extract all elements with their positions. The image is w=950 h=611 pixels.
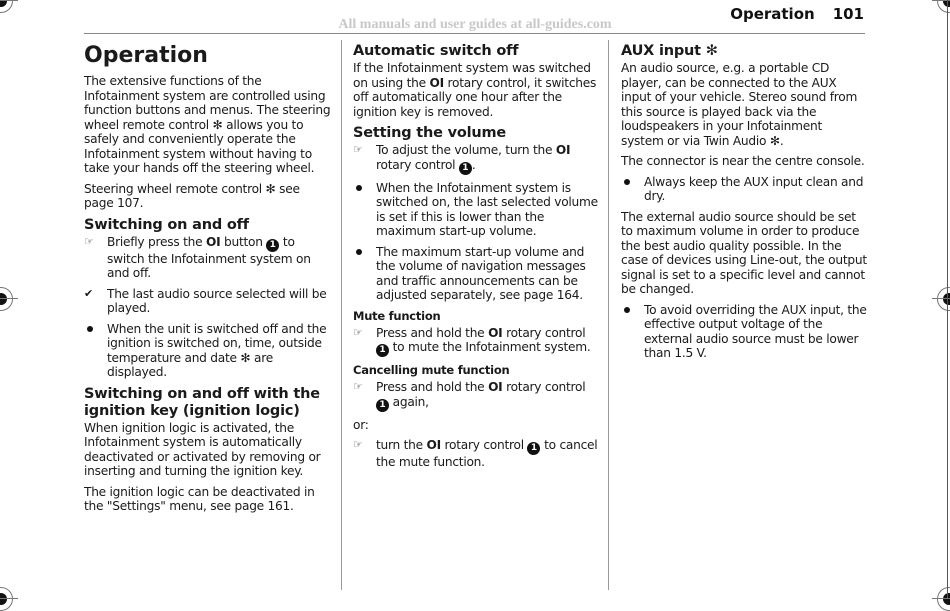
instruction-step (353, 326, 599, 358)
text: Always keep the AUX input clean and dry. (644, 174, 864, 203)
circled-number-icon: 1 (459, 162, 472, 175)
heading-automatic-switch-off: Automatic switch off (353, 43, 519, 59)
text: rotary control (502, 380, 586, 394)
ignition-paragraph: When ignition logic is activated, the Infotainment system is automatically deactivated or activated by removing or inserting and turning the ignition key. (84, 420, 321, 478)
instruction-step (353, 143, 599, 175)
text: rotary control (376, 157, 459, 172)
or-text: or: (353, 417, 369, 432)
text: Briefly press the (107, 234, 206, 249)
text: to switch the Infotainment system on and off. (107, 234, 311, 280)
registration-mark-middle-right (937, 287, 950, 311)
power-symbol: OI (488, 325, 503, 340)
snowflake-icon: ✻ (212, 117, 223, 132)
bullet-item (621, 175, 867, 204)
text: Press and hold the (376, 380, 489, 394)
registration-mark-middle-left (0, 287, 13, 311)
bullet-icon (621, 303, 641, 318)
result-item (84, 287, 332, 316)
heading-setting-volume: Setting the volume (353, 125, 507, 141)
bullet-item (84, 322, 332, 380)
checkmark-icon: ✔ (84, 286, 93, 300)
pointing-hand-icon: ☞ (353, 143, 363, 156)
watermark: All manuals and user guides at all-guides.com (338, 17, 612, 32)
pointing-hand-icon: ☞ (353, 438, 363, 451)
column-1 (84, 40, 332, 520)
text: To avoid overriding the AUX input, the effective output voltage of the external audio source must be lower than 1.5 V. (644, 302, 867, 360)
text: When the unit is switched off and the ignition is switched on, time, outside temperature and date (107, 321, 327, 365)
text: button (220, 234, 267, 249)
text: are displayed. (107, 350, 273, 379)
text: see page 107. (84, 181, 300, 210)
remote-reference (84, 182, 332, 211)
bullet-icon (353, 245, 373, 260)
instruction-step (84, 235, 332, 281)
text: When the Infotainment system is switched on, the last selected volume is set if this is lower than the maximum start-up volume. (376, 180, 598, 238)
text: to cancel the mute function. (376, 438, 598, 469)
registration-mark-bottom-left (0, 587, 13, 611)
text: turn the (376, 438, 427, 452)
text: An audio source, e.g. a portable CD player, can be connected to the AUX input of your vehicle. Stereo sound from this source is played back via the loudspeakers in your Infotainment system or via Twin Audio (621, 61, 858, 148)
external-source-paragraph: The external audio source should be set to maximum volume in order to produce the best audio quality possible. In the case of devices using Line-out, the output signal is set to a specific level and cannot be changed. (621, 209, 867, 296)
bullet-icon (84, 322, 104, 337)
column-2 (353, 40, 599, 476)
section-title: Operation (730, 5, 815, 23)
snowflake-icon: ✻ (705, 43, 718, 59)
instruction-step (353, 438, 599, 470)
bullet-icon (621, 175, 641, 190)
heading-switching-on-off: Switching on and off (84, 216, 249, 233)
text: . (471, 157, 476, 172)
column-divider-1 (341, 40, 342, 590)
trim-line-right (947, 0, 948, 598)
text: The maximum start-up volume and the volume of navigation messages and traffic announcements can be adjusted separately, see page 164. (376, 244, 586, 302)
auto-off-paragraph (353, 61, 599, 119)
heading-ignition-logic: Switching on and off with the ignition key (ignition logic) (84, 385, 320, 419)
heading-mute-function: Mute function (353, 308, 441, 323)
bullet-item (353, 245, 599, 303)
page-number: 101 (832, 5, 864, 23)
text: to mute the Infotainment system. (389, 340, 591, 354)
power-symbol: OI (426, 438, 441, 452)
registration-mark-bottom-right (937, 587, 950, 611)
text: rotary control (502, 325, 586, 340)
text: Steering wheel remote control (84, 181, 266, 196)
text: The last audio source selected will be played. (107, 286, 327, 315)
text: . (779, 133, 784, 148)
bullet-icon (353, 181, 373, 196)
aux-paragraph (621, 61, 867, 148)
power-symbol: OI (429, 75, 444, 90)
text: To adjust the volume, turn the (376, 143, 556, 157)
power-symbol: OI (488, 380, 503, 394)
text: rotary control (440, 438, 528, 452)
power-symbol: OI (205, 234, 221, 249)
header-rule (84, 33, 865, 34)
text: again, (389, 394, 429, 409)
column-divider-2 (608, 40, 609, 590)
circled-number-icon: 1 (266, 239, 279, 252)
text: rotary control, it switches off automatically one hour after the ignition key is removed. (353, 75, 597, 119)
heading-cancel-mute: Cancelling mute function (353, 363, 510, 377)
text: allows you to safely and conveniently operate the Infotainment system without having to take your hands off the steering wheel. (84, 117, 315, 175)
snowflake-icon: ✻ (265, 181, 276, 196)
running-head (730, 5, 864, 23)
ignition-settings-paragraph: The ignition logic can be deactivated in the "Settings" menu, see page 161. (84, 484, 315, 513)
intro-paragraph (84, 74, 332, 176)
pointing-hand-icon: ☞ (353, 380, 363, 393)
snowflake-icon: ✻ (769, 133, 780, 148)
circled-number-icon: 1 (376, 399, 389, 412)
circled-number-icon: 1 (376, 344, 389, 357)
heading-aux-input (621, 43, 867, 60)
circled-number-icon: 1 (527, 442, 540, 455)
bullet-item (353, 181, 599, 239)
snowflake-icon: ✻ (240, 350, 251, 365)
pointing-hand-icon: ☞ (84, 234, 94, 248)
text: If the Infotainment system was switched on using the (353, 61, 591, 90)
pointing-hand-icon: ☞ (353, 325, 363, 339)
page-title: Operation (84, 43, 208, 68)
column-3 (621, 40, 867, 367)
instruction-step (353, 380, 599, 412)
text: The extensive functions of the Infotainment system are controlled using function buttons and menus. The steering wheel remote control (84, 74, 331, 132)
registration-mark-top-right (937, 0, 950, 13)
registration-mark-top-left (0, 0, 13, 13)
text: Press and hold the (376, 325, 489, 340)
connector-paragraph: The connector is near the centre console. (621, 154, 865, 168)
bullet-item (621, 303, 867, 361)
text: AUX input (621, 43, 706, 59)
power-symbol: OI (555, 143, 571, 157)
